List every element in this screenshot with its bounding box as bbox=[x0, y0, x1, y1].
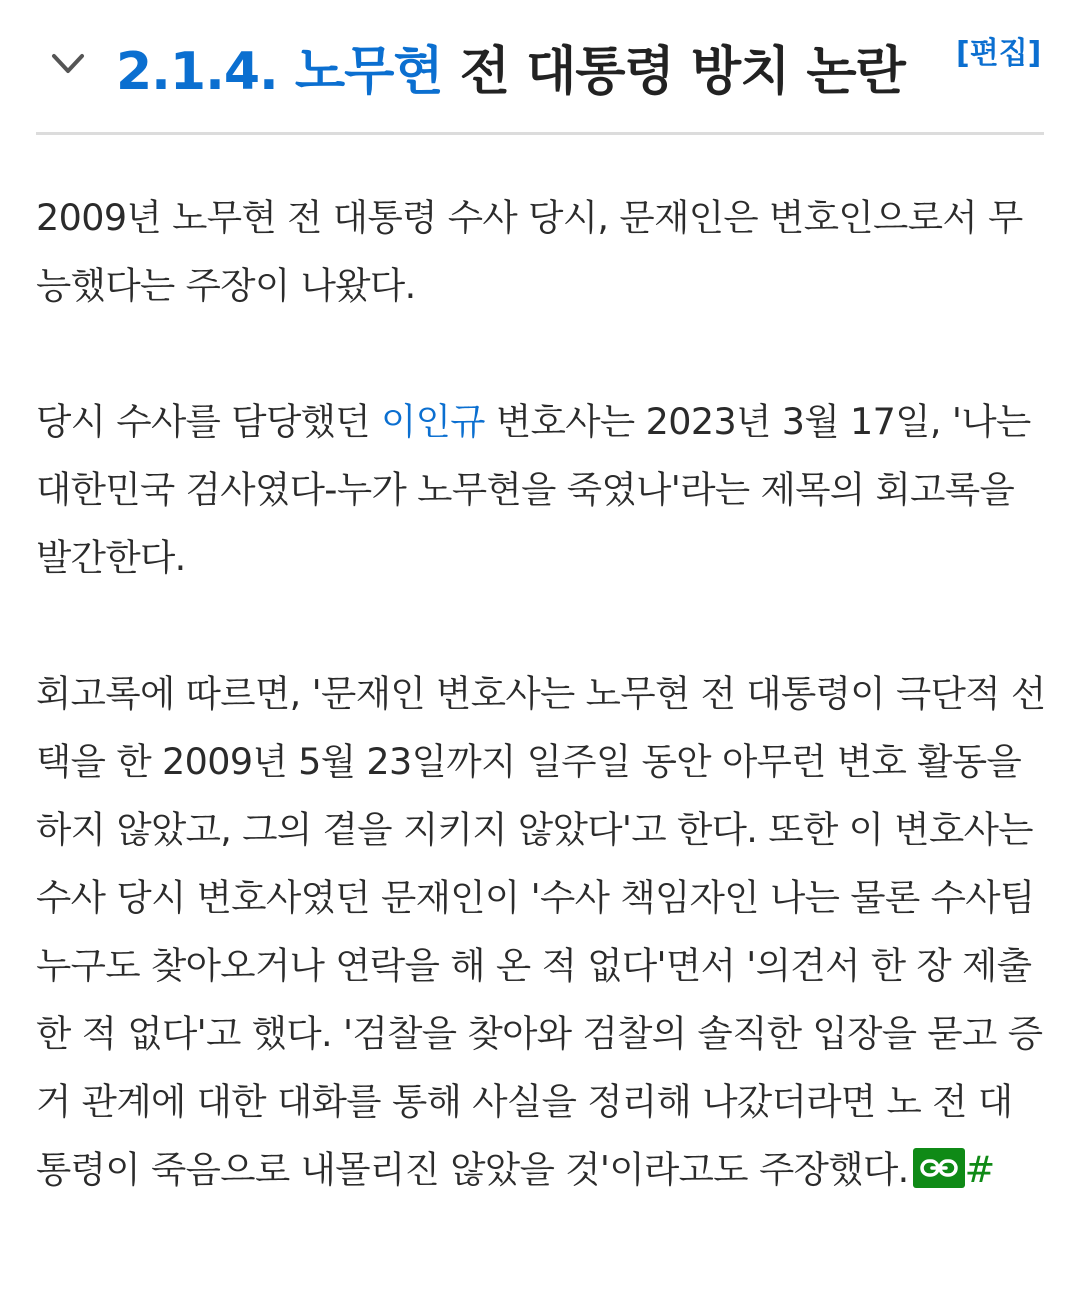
roh-moo-hyun-link[interactable]: 노무현 bbox=[294, 42, 443, 102]
paragraph-2 bbox=[36, 388, 1046, 592]
paragraph-3-text: 회고록에 따르면, '문재인 변호사는 노무현 전 대통령이 극단적 선택을 한 2009년 5월 23일까지 일주일 동안 아무런 변호 활동을 하지 않았고, 그의 곁을 지키지 않았다'고 한다. 또한 이 변호사는 수사 당시 변호사였던 문재인이 '수사 책임자인 나는 물론 수사팀 누구도 찾아오거나 연락을 해 온 적 없다'면서 '의견서 한 장 제출한 적 없다'고 했다. '검찰을 찾아와 검찰의 솔직한 입장을 묻고 증거 관계에 대한 대화를 통해 사실을 정리해 나갔더라면 노 전 대통령이 죽음으로 내몰리진 않았을 것'이라고도 주장했다. bbox=[36, 672, 1046, 1191]
anchor-link[interactable]: # bbox=[964, 1148, 995, 1191]
section-title-text: 전 대통령 방치 논란 bbox=[459, 42, 905, 102]
paragraph-2-text-start: 당시 수사를 담당했던 bbox=[36, 400, 381, 443]
chevron-down-icon[interactable] bbox=[50, 46, 86, 82]
lee-in-kyu-link[interactable]: 이인규 bbox=[380, 400, 485, 443]
section-number-link[interactable]: 2.1.4. bbox=[116, 42, 278, 102]
paragraph-2-text-end: 변호사는 2023년 3월 17일, '나는 대한민국 검사였다-누가 노무현을 죽였나'라는 제목의 회고록을 발간한다. bbox=[36, 400, 1031, 579]
paragraph-3 bbox=[36, 660, 1046, 1204]
external-link-icon[interactable] bbox=[913, 1148, 965, 1188]
section-body bbox=[36, 184, 1046, 1272]
paragraph-1: 2009년 노무현 전 대통령 수사 당시, 문재인은 변호인으로서 무능했다는 주장이 나왔다. bbox=[36, 196, 1023, 307]
section-heading bbox=[36, 18, 1044, 135]
section-title bbox=[116, 32, 905, 112]
edit-link[interactable]: [편집] bbox=[956, 36, 1042, 71]
